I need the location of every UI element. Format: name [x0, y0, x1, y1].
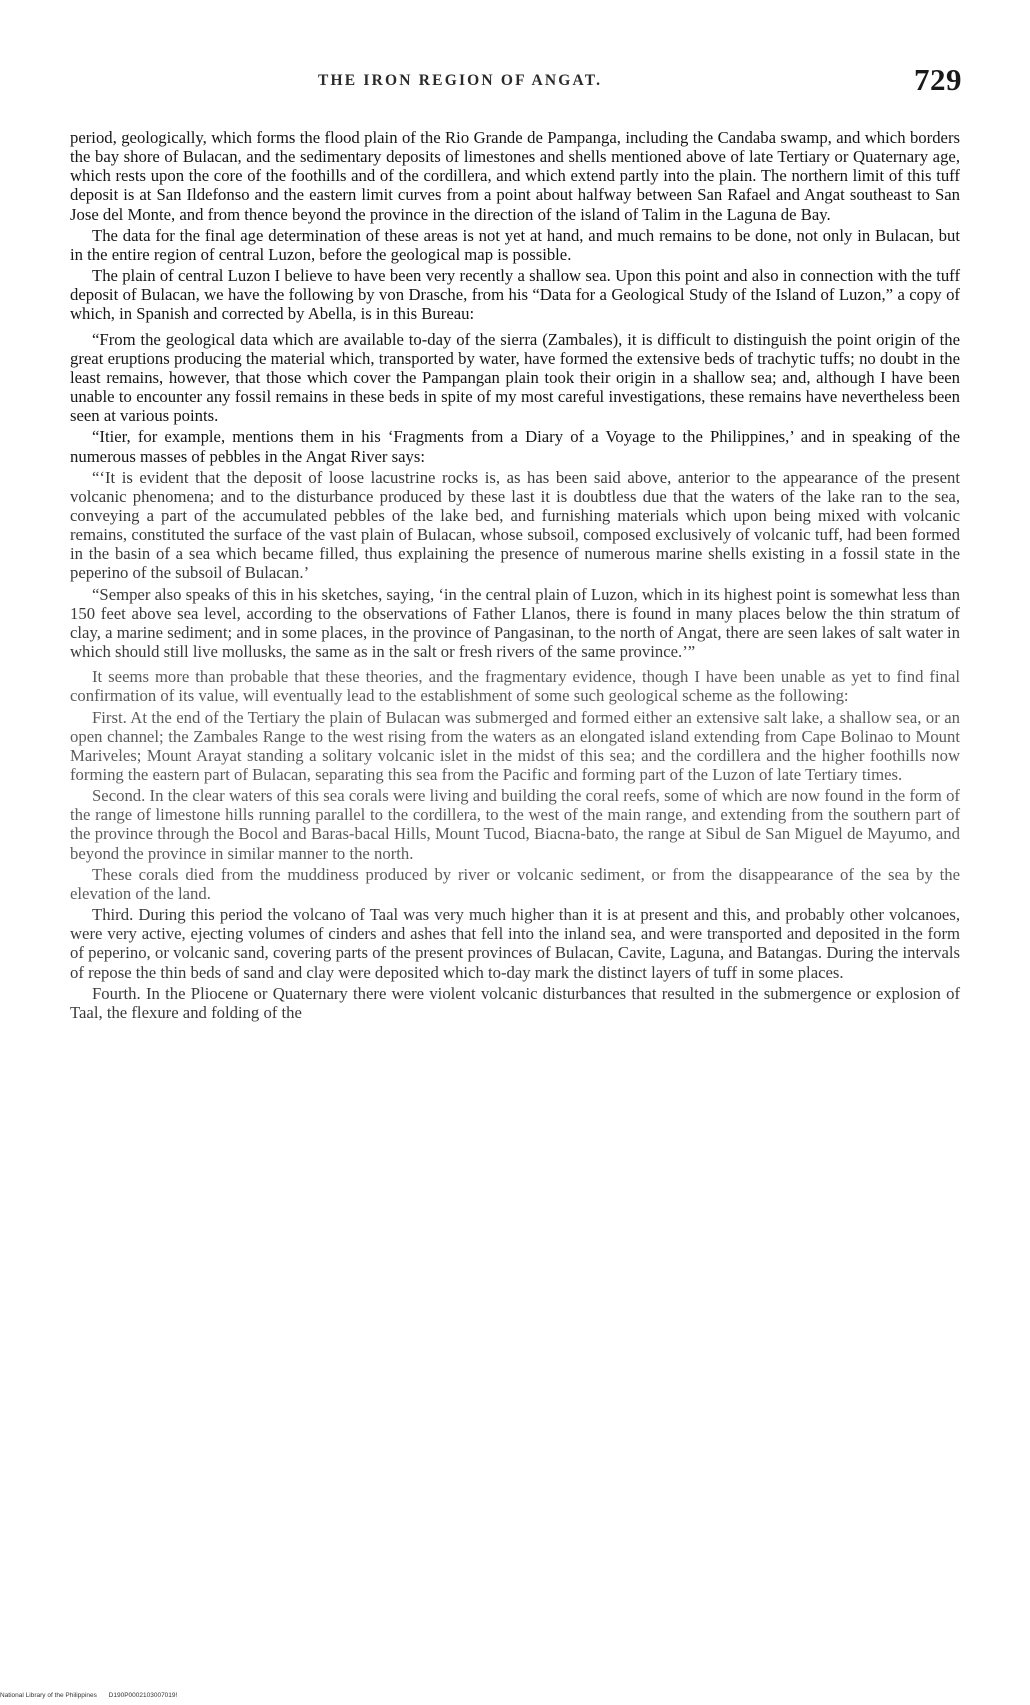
paragraph: Fourth. In the Pliocene or Quaternary there were violent volcanic disturbances that resulted in the submergence or explosion of Taal, the flexure and folding of the [70, 983, 960, 1022]
quote-paragraph: “Semper also speaks of this in his sketches, saying, ‘in the central plain of Luzon, which in its highest point is somewhat less than 150 feet above sea level, according to the observations of Father Llanos, there is found in many places below the thin stratum of clay, a marine sediment; and in some places, in the province of Pangasinan, to the north of Angat, there are seen lakes of salt water in which should still live mollusks, the same as in the salt or fresh rivers of the same province.’” [70, 584, 960, 662]
paragraph: period, geologically, which forms the flood plain of the Rio Grande de Pampanga, including the Candaba swamp, and which borders the bay shore of Bulacan, and the sedimentary deposits of limestones and shells mentioned above of late Tertiary or Quaternary age, which rests upon the core of the foothills and of the cordillera, and which extend partly into the plain. The northern limit of this tuff deposit is at San Ildefonso and the eastern limit curves from a point about halfway between San Rafael and Angat southeast to San Jose del Monte, and from thence beyond the province in the direction of the island of Talim in the Laguna de Bay. [70, 128, 960, 224]
quote-paragraph: “From the geological data which are available to-day of the sierra (Zambales), it is difficult to distinguish the point origin of the great eruptions producing the material which, transported by water, have formed the extensive beds of trachytic tuffs; no doubt in the least remains, however, that those which cover the Pampangan plain took their origin in a shallow sea; and, although I have been unable to encounter any fossil remains in these beds in spite of my most careful investigations, these remains have nevertheless been seen at various points. [70, 329, 960, 426]
paragraph: Third. During this period the volcano of Taal was very much higher than it is at present and this, and probably other volcanoes, were very active, ejecting volumes of cinders and ashes that fell into the inland sea, and were transported and deposited in the form of peperino, or volcanic sand, covering parts of the present provinces of Bulacan, Cavite, Laguna, and Batangas. During the intervals of repose the thin beds of sand and clay were deposited which to-day mark the distinct layers of tuff in some places. [70, 905, 960, 982]
footer-code: D190P0002103007019! [108, 1692, 178, 1699]
quote-paragraph: “Itier, for example, mentions them in his ‘Fragments from a Diary of a Voyage to the Philippines,’ and in speaking of the numerous masses of pebbles in the Angat River says: [70, 427, 960, 466]
page-number: 729 [914, 62, 962, 97]
footer-library: National Library of the Philippines [0, 1692, 97, 1699]
paragraph: Second. In the clear waters of this sea corals were living and building the coral reefs, some of which are now found in the form of the range of limestone hills running parallel to the cordillera, to the west of the main range, and extending from the southern part of the province through the Bocol and Baras-bacal Hills, Mount Tucod, Biacna-bato, the range at Sibul de San Miguel de Mayumo, and beyond the province in similar manner to the north. [70, 786, 960, 863]
paragraph: The data for the final age determination of these areas is not yet at hand, and much remains to be done, not only in Bulacan, but in the entire region of central Luzon, before the geological map is possible. [70, 225, 960, 264]
running-head [0, 62, 1030, 102]
paragraph: These corals died from the muddiness produced by river or volcanic sediment, or from the disappearance of the sea by the elevation of the land. [70, 864, 960, 903]
quote-paragraph: “‘It is evident that the deposit of loose lacustrine rocks is, as has been said above, anterior to the appearance of the present volcanic phenomena; and to the disturbance produced by these last it is doubtless due that the waters of the lake ran to the sea, conveying a part of the accumulated pebbles of the lake bed, and furnishing materials which upon being mixed with volcanic remains, constituted the surface of the vast plain of Bulacan, whose subsoil, composed exclusively of volcanic tuff, had been formed in the basin of a sea which became filled, thus explaining the presence of numerous marine shells existing in a fossil state in the peperino of the subsoil of Bulacan.’ [70, 467, 960, 583]
running-title: THE IRON REGION OF ANGAT. [318, 72, 603, 89]
paragraph: First. At the end of the Tertiary the plain of Bulacan was submerged and formed either an extensive salt lake, a shallow sea, or an open channel; the Zambales Range to the west rising from the waters as an elongated island extending from Cape Bolinao to Mount Mariveles; Mount Arayat standing a solitary volcanic islet in the midst of this sea; and the cordillera and the higher foothills now forming the eastern part of Bulacan, separating this sea from the Pacific and forming part of the Luzon of late Tertiary times. [70, 707, 960, 784]
body-text [70, 128, 960, 1024]
scan-footer [0, 1692, 187, 1699]
paragraph: It seems more than probable that these theories, and the fragmentary evidence, though I have been unable as yet to find final confirmation of its value, will eventually lead to the establishment of some such geological scheme as the following: [70, 667, 960, 706]
paragraph: The plain of central Luzon I believe to have been very recently a shallow sea. Upon this point and also in connection with the tuff deposit of Bulacan, we have the following by von Drasche, from his “Data for a Geological Study of the Island of Luzon,” a copy of which, in Spanish and corrected by Abella, is in this Bureau: [70, 266, 960, 324]
